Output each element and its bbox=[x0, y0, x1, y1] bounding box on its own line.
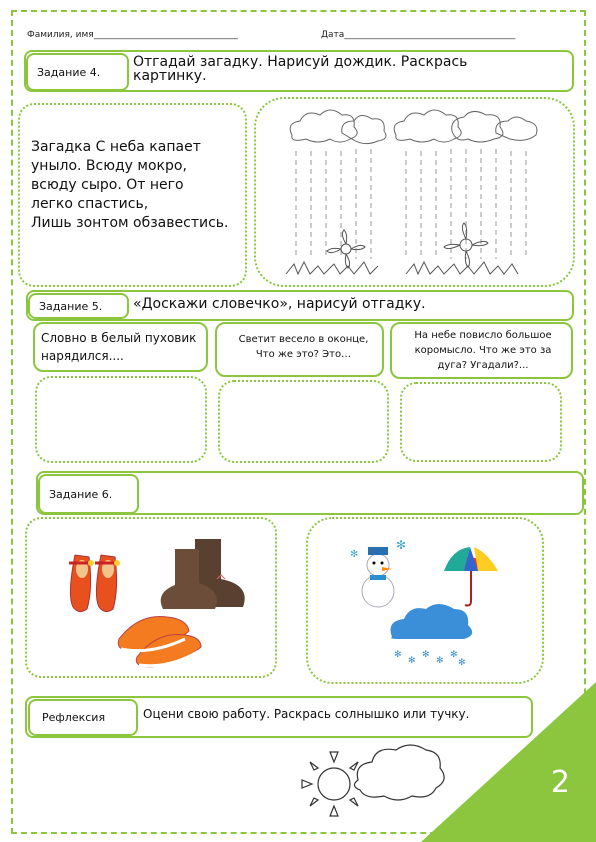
reflection-instruction: Оцени свою работу. Раскрась солнышко или тучку. bbox=[143, 707, 470, 721]
clothing-box[interactable] bbox=[25, 517, 277, 678]
svg-text:✻: ✻ bbox=[396, 538, 407, 552]
reflection-drawing[interactable] bbox=[296, 742, 451, 822]
riddle3-text: На небе повисло большое коромысло. Что же это за дуга? Угадали?... bbox=[414, 330, 552, 371]
felt-boots-icon bbox=[161, 539, 245, 609]
sneakers-icon bbox=[118, 616, 201, 667]
svg-text:✻: ✻ bbox=[436, 656, 444, 666]
date-line: ______________________________________ bbox=[344, 30, 516, 40]
riddle1-text: Словно в белый пуховик нарядился.... bbox=[41, 331, 197, 363]
svg-text:✻: ✻ bbox=[408, 656, 416, 666]
task6-label: Задание 6. bbox=[38, 474, 139, 514]
page-number: 2 bbox=[550, 765, 570, 800]
umbrella-icon bbox=[444, 547, 498, 606]
answer1-box[interactable] bbox=[35, 376, 207, 463]
answer3-box[interactable] bbox=[400, 382, 562, 462]
snowman-icon bbox=[350, 538, 406, 607]
cloud-icon bbox=[354, 745, 444, 800]
weather-images bbox=[308, 519, 542, 682]
svg-text:✻: ✻ bbox=[422, 650, 430, 660]
svg-text:✻: ✻ bbox=[450, 650, 458, 660]
snow-cloud-icon bbox=[391, 604, 473, 668]
reflection-label: Рефлексия bbox=[28, 699, 138, 736]
task4-riddle: Загадка С неба капает уныло. Всюду мокро, всюду сыро. От него легко спастись, Лишь зонтом обзавестись. bbox=[31, 139, 229, 231]
answer2-box[interactable] bbox=[218, 380, 389, 463]
task4-instruction: Отгадай загадку. Нарисуй дождик. Раскрась картинку. bbox=[133, 54, 468, 84]
task5-instruction: «Доскажи словечко», нарисуй отгадку. bbox=[133, 296, 426, 312]
name-line: ________________________________ bbox=[93, 30, 238, 40]
clothing-images bbox=[27, 519, 275, 676]
shoes-icon bbox=[69, 555, 120, 612]
date-label: Дата bbox=[321, 30, 345, 40]
task4-drawing-box[interactable] bbox=[254, 97, 575, 287]
task5-label: Задание 5. bbox=[28, 293, 129, 319]
name-field[interactable] bbox=[27, 30, 238, 40]
rain-clouds-drawing bbox=[256, 99, 573, 285]
weather-box[interactable] bbox=[306, 517, 544, 684]
riddle2-text: Светит весело в оконце, Что же это? Это… bbox=[238, 334, 369, 360]
name-label: Фамилия, имя bbox=[27, 30, 94, 40]
date-field[interactable] bbox=[321, 30, 515, 40]
svg-text:✻: ✻ bbox=[394, 650, 402, 660]
svg-text:✻: ✻ bbox=[350, 549, 359, 560]
svg-text:✻: ✻ bbox=[458, 658, 466, 668]
task4-label: Задание 4. bbox=[26, 53, 129, 91]
